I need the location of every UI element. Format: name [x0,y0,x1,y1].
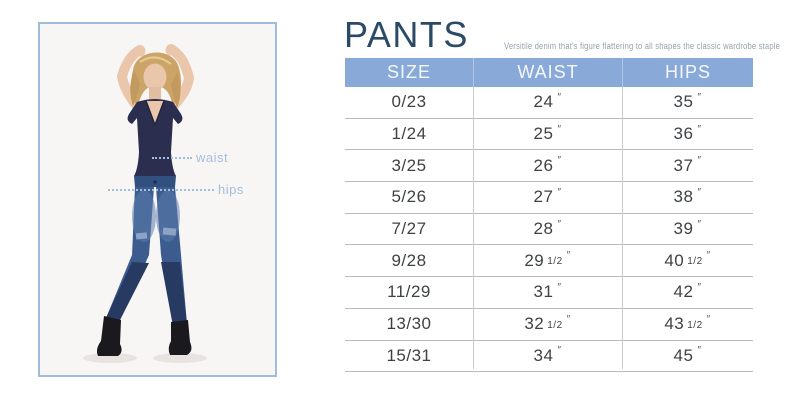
inch-mark: ″ [697,186,702,198]
hips-value: 35 [673,92,694,112]
waist-value: 32 [524,314,545,334]
hips-callout [108,183,268,196]
model-illustration [40,24,275,375]
inch-mark: ″ [557,218,562,230]
hips-value: 39 [673,219,694,239]
waist-cell [473,156,622,176]
header-cell-hips: HIPS [622,58,753,87]
inch-mark: ″ [697,218,702,230]
table-row [345,119,753,151]
table-header [345,58,753,87]
page-title: PANTS [344,14,469,55]
size-cell: 3/25 [391,155,427,175]
hips-value: 42 [673,282,694,302]
hips-cell [622,314,753,334]
waist-fraction: 1/2 [547,256,563,268]
waist-cell [473,92,622,112]
hips-cell [622,187,753,207]
hips-value: 37 [673,155,694,175]
column-divider [622,87,623,369]
hips-value: 36 [673,124,694,144]
hips-value: 45 [673,345,694,365]
waist-value: 25 [533,124,554,144]
table-row [345,245,753,277]
size-table [345,58,753,372]
inch-mark: ″ [566,250,571,262]
waist-cell [473,282,622,302]
table-body [345,87,753,372]
size-cell: 13/30 [386,314,432,334]
table-row [345,87,753,119]
waist-callout [152,151,272,164]
inch-mark: ″ [697,345,702,357]
header-cell-size: SIZE [386,62,431,82]
hips-fraction: 1/2 [687,256,703,268]
waist-fraction: 1/2 [547,319,563,331]
inch-mark: ″ [706,250,711,262]
waist-value: 31 [533,282,554,302]
inch-mark: ″ [697,281,702,293]
waist-value: 28 [533,219,554,239]
table-row [345,182,753,214]
size-cell: 11/29 [387,282,431,302]
column-divider [473,87,474,369]
table-row [345,277,753,309]
model-panel [38,22,277,377]
size-cell: 7/27 [391,219,427,239]
inch-mark: ″ [697,123,702,135]
table-row [345,341,753,373]
hips-cell [622,156,753,176]
waist-value: 29 [524,250,545,270]
inch-mark: ″ [566,313,571,325]
inch-mark: ″ [557,91,562,103]
waist-cell [473,124,622,144]
hips-value: 40 [664,250,685,270]
hips-cell [622,346,753,366]
hips-cell [622,251,753,271]
hips-value: 38 [673,187,694,207]
inch-mark: ″ [557,345,562,357]
size-cell: 0/23 [391,92,427,112]
hips-cell [622,92,753,112]
waist-cell [473,187,622,207]
waist-dotted-line [152,157,192,159]
hips-dotted-line [108,189,214,191]
waist-cell [473,219,622,239]
hips-label: hips [218,182,244,197]
hips-cell [622,124,753,144]
waist-cell [473,314,622,334]
table-row [345,150,753,182]
page-subtitle: Versitile denim that's figure flattering to all shapes the classic wardrobe staple [504,41,781,51]
inch-mark: ″ [557,186,562,198]
waist-cell [473,251,622,271]
hips-fraction: 1/2 [687,319,703,331]
inch-mark: ″ [557,155,562,167]
size-cell: 9/28 [391,250,427,270]
inch-mark: ″ [557,281,562,293]
table-row [345,214,753,246]
inch-mark: ″ [557,123,562,135]
size-cell: 1/24 [391,124,427,144]
waist-value: 24 [533,92,554,112]
waist-label: waist [196,150,229,165]
waist-value: 26 [533,155,554,175]
size-cell: 5/26 [391,187,427,207]
waist-cell [473,346,622,366]
waist-value: 27 [533,187,554,207]
waist-value: 34 [533,345,554,365]
hips-cell [622,282,753,302]
hips-value: 43 [664,314,685,334]
header-cell-waist: WAIST [473,58,622,87]
inch-mark: ″ [697,91,702,103]
hips-cell [622,219,753,239]
inch-mark: ″ [706,313,711,325]
size-cell: 15/31 [386,345,432,365]
inch-mark: ″ [697,155,702,167]
table-row [345,309,753,341]
